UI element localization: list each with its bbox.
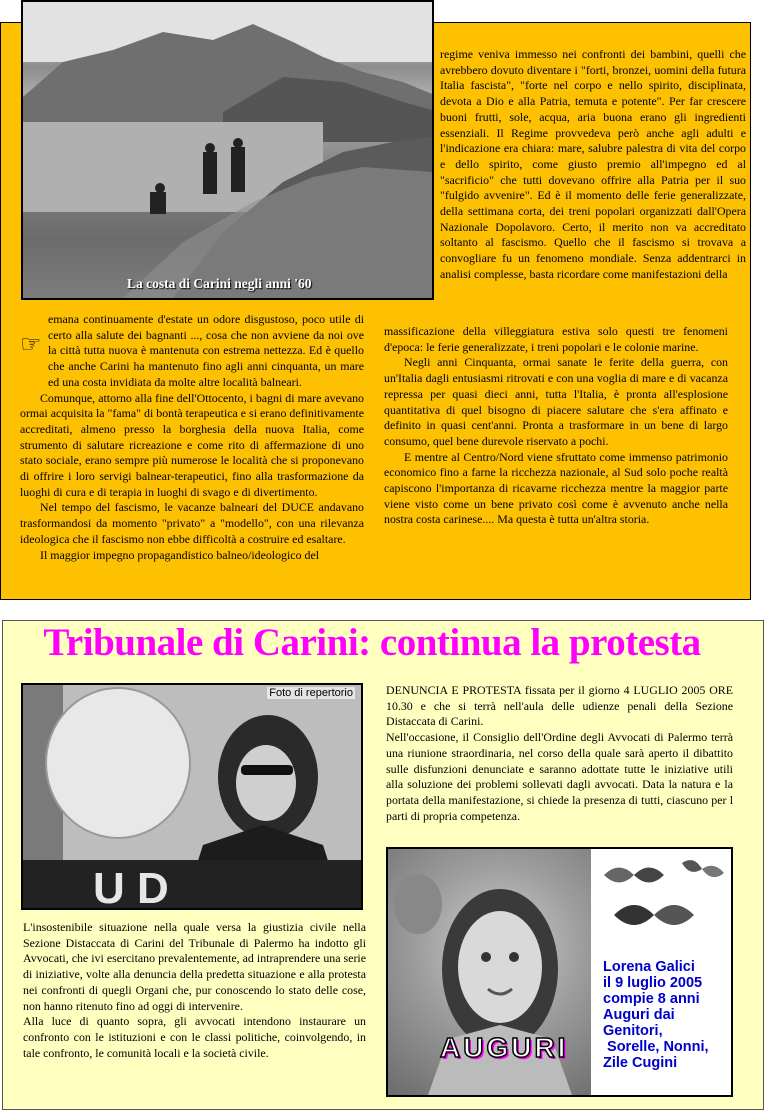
protest-right-text [386, 683, 733, 824]
coast-photo-caption: La costa di Carini negli anni '60 [127, 276, 312, 291]
protest-left-paragraph-1: L'insostenibile situazione nella quale versa la giustizia civile nella Sezione Distaccata di Carini del Tribunale di Palermo ha indotto gli Avvocati, che ivi esercitano prevalentemente, ad intraprendere una serie di iniziative, volte alla denuncia della predetta situazione e alla protesta nei confronti di quegli Organi che, pur conoscendo lo stato delle cose, non hanno ritenuto fino ad oggi di intervenire. [23, 920, 366, 1013]
birthday-line: Auguri dai [603, 1007, 675, 1023]
right-paragraph-1: massificazione della villeggiatura estiva solo questi tre fenomeni d'epoca: le ferie generalizzate, i treni popolari e le colonie marine. [384, 324, 728, 354]
right-paragraph-2: Negli anni Cinquanta, ormai sanate le ferite della guerra, con un'Italia dagli entusiasmi ritrovati e con una voglia di mare e di vacanza repressa per quasi dieci anni, tutta l'Italia, è pronta all'esplosione quantitativa di quel bisogno di piacere salutare che s'era affinato e definito in quasi cent'anni. Pronta a trasformare in un bene di largo consumo, quel bene durevole riservato a pochi. [384, 355, 728, 448]
birthday-line: compie 8 anni [603, 991, 700, 1007]
protest-left-paragraph-2: Alla luce di quanto sopra, gli avvocati intendono instaurare un confronto con le istituzioni e con le classi politiche, coinvolgendo, in tale confronto, le comunità locali e la società civile. [23, 1014, 366, 1060]
headline: Tribunale di Carini: continua la protesta [43, 621, 701, 664]
coast-photo [21, 0, 434, 300]
left-paragraph-2: Comunque, attorno alla fine dell'Ottocento, i bagni di mare avevano ormai acquisita la "fama" di bontà terapeutica e si erano definitivamente accreditati, almeno presso la borghesia della nuova Italia, come strumento di salutare ricreazione e come rito di affermazione di uno stato sociale, erano sempre più numerose le località che si proponevano di offrire i loro servigi balnear-terapeutici, fino alla trasformazione da luoghi di cura e di terapia in luoghi di svago e di divertimento. [20, 390, 364, 499]
protest-left-text [23, 920, 366, 1061]
birthday-line: il 9 luglio 2005 [603, 975, 703, 991]
protest-right-paragraph-1: DENUNCIA E PROTESTA fissata per il giorno 4 LUGLIO 2005 ORE 10.30 e che si terrà nell'aula delle udienze penali della Sezione Distaccata di Carini. [386, 683, 733, 729]
birthday-line: Sorelle, Nonni, [603, 1039, 709, 1055]
birthday-line: Genitori, [603, 1023, 663, 1039]
protest-photo [21, 683, 363, 910]
protest-right-paragraph-2: Nell'occasione, il Consiglio dell'Ordine degli Avvocati di Palermo terrà una riunione straordinaria, nel corso della quale sarà aperto il dibattito sulle disfunzioni denunciate e saranno adottate tutte le iniziative utili alla soluzione dei problemi sollevati dagli avvocati. Data la natura e la portata della manifestazione, si chiede la presenza di tutti, ciascuno per l parti di propria competenza. [386, 730, 733, 823]
pointing-hand-icon: ☞ [20, 332, 42, 358]
left-paragraph-1: emana continuamente d'estate un odore disgustoso, poco utile di certo alla salute dei bagnanti ..., cosa che non avviene da noi ove la città tutta nuova è mantenuta con estrema nettezza. Ed è quello che anche Carini ha mantenuto fino agli anni cinquanta, un mare ed una costa invidiata da molte altre località balneari. [48, 312, 364, 389]
right-column-top-paragraph: regime veniva immesso nei confronti dei bambini, quelli che avrebbero dovuto diventare i "forti, bronzei, uomini della futura Italia fascista", "forte nel corpo e nello spirito, disciplinata, devota a Dio e alla Patria, temuta e potente". Per far crescere buoni frutti, sole, acqua, aria buona erano gli ingredienti essenziali. Il Regime provvedeva però anche agli adulti e l'indicazione era chiara: mare, salubre palestra di vita del corpo e dello spirito, come giusto premio all'impegno ed al "sacrificio" che tutti dovevano offrire alla Patria per il suo "fulgido avvenire". Ed è il momento delle ferie generalizzate, della settimana corta, dei treni popolari organizzati dall'Opera Nazionale Dopolavoro. Certo, il merito non va accreditato soltanto al fascismo. Quello che il fascismo si trovava a convogliare fu un fenomeno mondiale. Senza addentrarci in analisi complesse, basta ricordare come manifestazioni della [440, 47, 746, 281]
auguri-label: AUGURI [440, 1032, 569, 1063]
left-paragraph-4: Il maggior impegno propagandistico balneo/ideologico del [40, 547, 320, 562]
right-paragraph-3: E mentre al Centro/Nord viene sfruttato come immenso patrimonio economico fino a farne la ricchezza nazionale, al Sud solo poche realtà capiscono l'importanza di ricavarne ricchezza mentre la maggior parte viene visto come un bene privato così come è avvenuto anche nella nostra costa carinese.... Ma questa è tutta un'altra storia. [384, 449, 728, 527]
birthday-greeting-box [386, 847, 733, 1097]
protest-photo-illustration [23, 685, 361, 908]
butterflies-illustration [594, 855, 730, 951]
left-paragraph-3: Nel tempo del fascismo, le vacanze balneari del DUCE andavano trasformandosi da momento "privato" a "modello", con una rilevanza ideologica che il fascismo non ebbe difficoltà a costruire ed esaltare. [20, 500, 364, 546]
coast-photo-illustration [23, 2, 432, 298]
right-column-top-text [440, 47, 746, 283]
photo-credit: Foto di repertorio [269, 687, 353, 699]
birthday-line: Lorena Galici [603, 959, 695, 975]
left-column-text [20, 312, 364, 563]
birthday-message [603, 959, 733, 1071]
birthday-line: Zile Cugini [603, 1055, 678, 1071]
right-column-text [384, 324, 728, 528]
svg-text:U D: U D [93, 864, 169, 908]
